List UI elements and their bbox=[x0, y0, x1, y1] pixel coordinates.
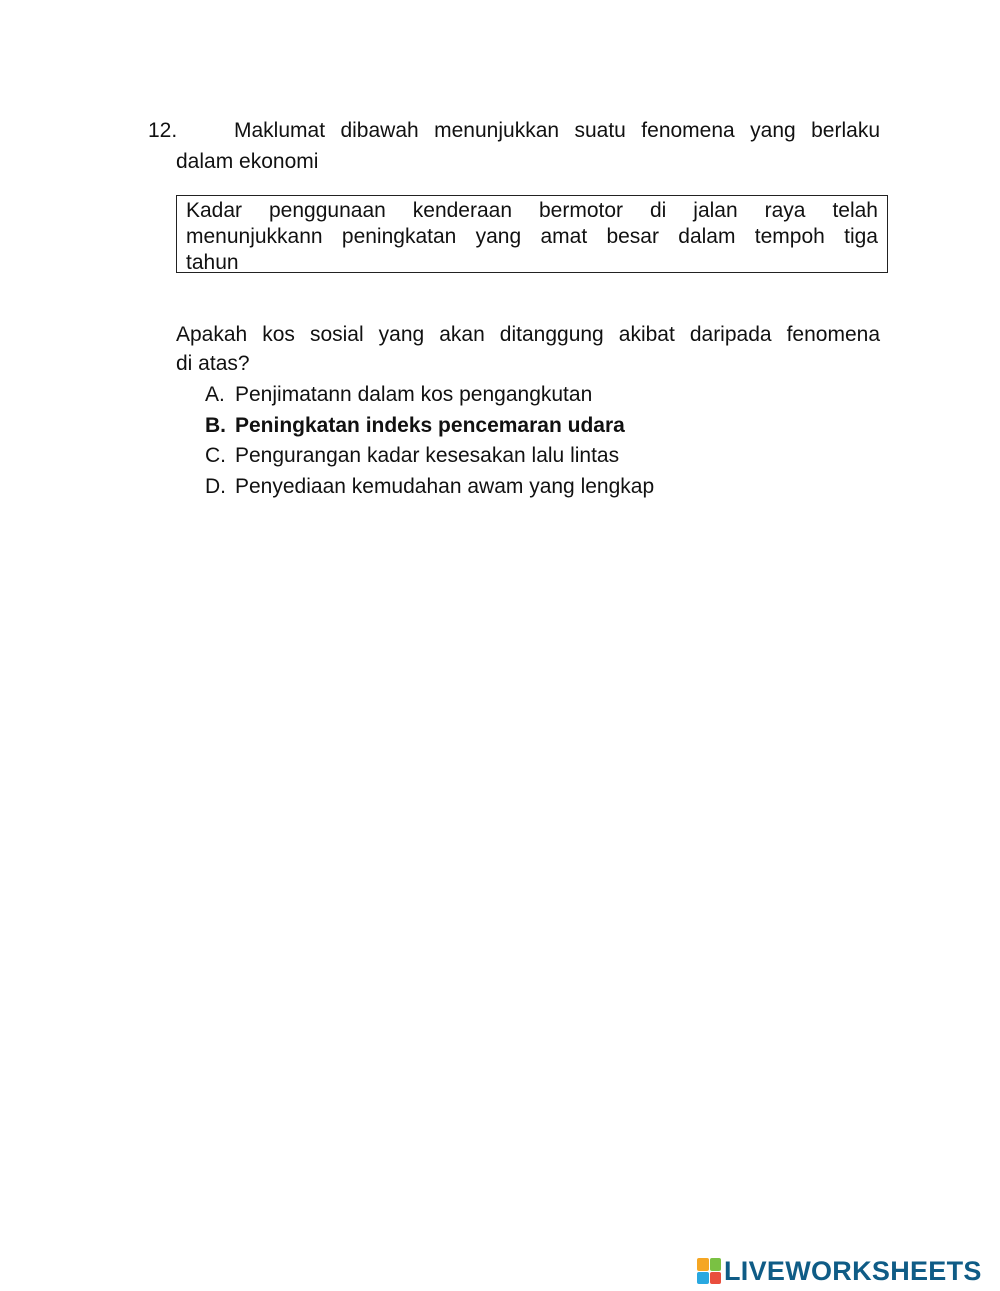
option-d-text: Penyediaan kemudahan awam yang lengkap bbox=[235, 474, 655, 498]
liveworksheets-logo-icon bbox=[697, 1258, 721, 1284]
option-c-text: Pengurangan kadar kesesakan lalu lintas bbox=[235, 444, 620, 467]
question-text-line-2: dalam ekonomi bbox=[176, 150, 319, 173]
logo-square-3 bbox=[697, 1272, 709, 1285]
question-number: 12. bbox=[148, 119, 178, 142]
option-d[interactable] bbox=[205, 472, 654, 503]
prompt-line-1: Apakah kos sosial yang akan ditanggung akibat daripada fenomena bbox=[176, 323, 880, 346]
option-d-letter: D. bbox=[205, 474, 226, 498]
info-box-line-1: Kadar penggunaan kenderaan bermotor di jalan raya telah bbox=[186, 199, 878, 222]
option-c-letter: C. bbox=[205, 444, 226, 467]
info-box-line-3: tahun bbox=[186, 251, 239, 274]
brand-name: LIVEWORKSHEETS bbox=[724, 1256, 982, 1286]
question-block bbox=[148, 115, 880, 177]
answer-options bbox=[205, 380, 654, 502]
option-a-text: Penjimatann dalam kos pengangkutan bbox=[235, 383, 593, 406]
info-box-line-2: menunjukkann peningkatan yang amat besar dalam tempoh tiga bbox=[186, 225, 878, 248]
question-line-1 bbox=[148, 115, 880, 146]
option-b[interactable] bbox=[205, 411, 654, 442]
option-a-letter: A. bbox=[205, 383, 225, 406]
info-box bbox=[176, 195, 888, 273]
option-b-letter: B. bbox=[205, 413, 226, 437]
prompt-line-2: di atas? bbox=[176, 352, 250, 375]
option-b-text: Peningkatan indeks pencemaran udara bbox=[235, 413, 625, 437]
question-text-line-1: Maklumat dibawah menunjukkan suatu fenomena yang berlaku bbox=[234, 119, 880, 142]
option-a[interactable] bbox=[205, 380, 654, 411]
question-prompt bbox=[176, 320, 880, 378]
liveworksheets-brand bbox=[697, 1256, 982, 1286]
option-c[interactable] bbox=[205, 441, 654, 472]
logo-square-4 bbox=[710, 1272, 722, 1285]
logo-square-2 bbox=[710, 1258, 722, 1271]
logo-square-1 bbox=[697, 1258, 709, 1271]
